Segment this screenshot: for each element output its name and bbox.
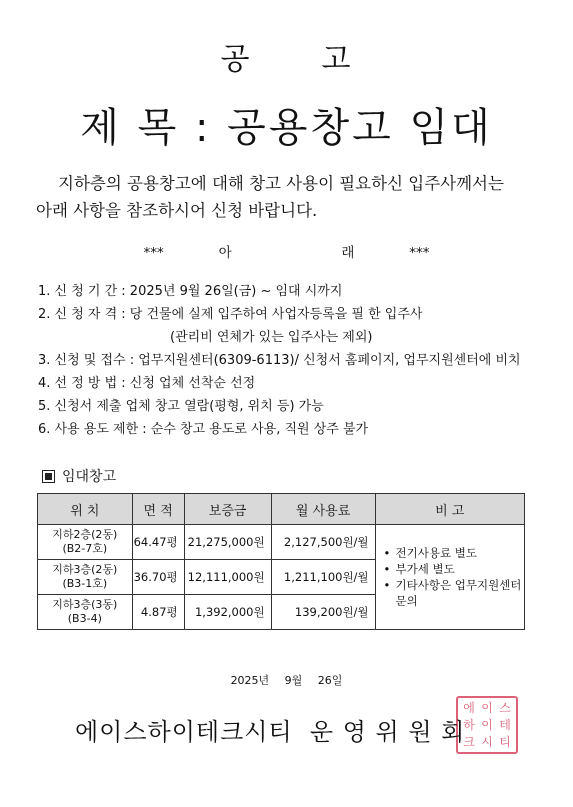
cell-deposit: 12,111,000원 bbox=[184, 560, 271, 595]
condition-item: 6. 사용 용도 제한 : 순수 창고 용도로 사용, 직원 상주 불가 bbox=[38, 422, 369, 437]
remarks-list bbox=[382, 545, 524, 609]
condition-item: 1. 신 청 기 간 : 2025년 9월 26일(금) ~ 임대 시까지 bbox=[38, 284, 343, 299]
official-seal: 에 이 스 하 이 테 크 시 티 bbox=[456, 696, 518, 754]
cell-area: 4.87평 bbox=[132, 595, 184, 630]
header-monthly-fee: 월 사용료 bbox=[271, 494, 375, 525]
remark-item: • 전기사용료 별도 bbox=[392, 545, 524, 561]
cell-monthly-fee: 1,211,100원/월 bbox=[271, 560, 375, 595]
condition-item: 3. 신청 및 접수 : 업무지원센터(6309-6113)/ 신청서 홈페이지, 업무지원센터에 비치 bbox=[38, 353, 521, 368]
condition-item-note: (관리비 연체가 있는 입주사는 제외) bbox=[170, 330, 373, 345]
remark-item: • 부가세 별도 bbox=[392, 561, 524, 577]
cell-remarks bbox=[375, 525, 524, 630]
rental-table bbox=[37, 493, 525, 630]
header-location: 위 치 bbox=[38, 494, 133, 525]
notice-date: 2025년 9월 26일 bbox=[230, 674, 343, 687]
cell-area: 64.47평 bbox=[132, 525, 184, 560]
cell-location: 지하3층(3동) (B3-4) bbox=[38, 595, 133, 630]
table-row bbox=[38, 525, 525, 560]
arae-heading: *** 아 래 *** bbox=[143, 245, 430, 261]
cell-monthly-fee: 139,200원/월 bbox=[271, 595, 375, 630]
issuer-name: 에이스하이테크시티 운 영 위 원 회 bbox=[75, 718, 466, 746]
intro-paragraph bbox=[36, 170, 556, 224]
condition-item: 5. 신청서 제출 업체 창고 열람(평형, 위치 등) 가능 bbox=[38, 399, 324, 414]
notice-heading bbox=[0, 34, 573, 78]
cell-area: 36.70평 bbox=[132, 560, 184, 595]
cell-deposit: 1,392,000원 bbox=[184, 595, 271, 630]
table-header-row bbox=[38, 494, 525, 525]
notice-heading-char: 고 bbox=[321, 42, 353, 77]
cell-monthly-fee: 2,127,500원/월 bbox=[271, 525, 375, 560]
condition-item: 4. 선 정 방 법 : 신청 업체 선착순 선정 bbox=[38, 376, 256, 391]
condition-item: 2. 신 청 자 격 : 당 건물에 실제 입주하여 사업자등록을 필 한 입주사 bbox=[38, 307, 423, 322]
section-label bbox=[42, 466, 116, 486]
section-label-text: 임대창고 bbox=[62, 469, 117, 485]
intro-line: 지하층의 공용창고에 대해 창고 사용이 필요하신 입주사께서는 bbox=[58, 174, 504, 193]
square-bullet-icon bbox=[42, 470, 55, 483]
notice-title: 제 목 : 공용창고 임대 bbox=[80, 105, 493, 151]
notice-heading-char: 공 bbox=[220, 42, 252, 77]
intro-line: 아래 사항을 참조하시어 신청 바랍니다. bbox=[36, 201, 318, 220]
header-area: 면 적 bbox=[132, 494, 184, 525]
header-deposit: 보증금 bbox=[184, 494, 271, 525]
header-remarks: 비 고 bbox=[375, 494, 524, 525]
cell-location: 지하3층(2동) (B3-1호) bbox=[38, 560, 133, 595]
remark-item: • 기타사항은 업무지원센터 문의 bbox=[392, 577, 524, 609]
cell-location: 지하2층(2동) (B2-7호) bbox=[38, 525, 133, 560]
cell-deposit: 21,275,000원 bbox=[184, 525, 271, 560]
